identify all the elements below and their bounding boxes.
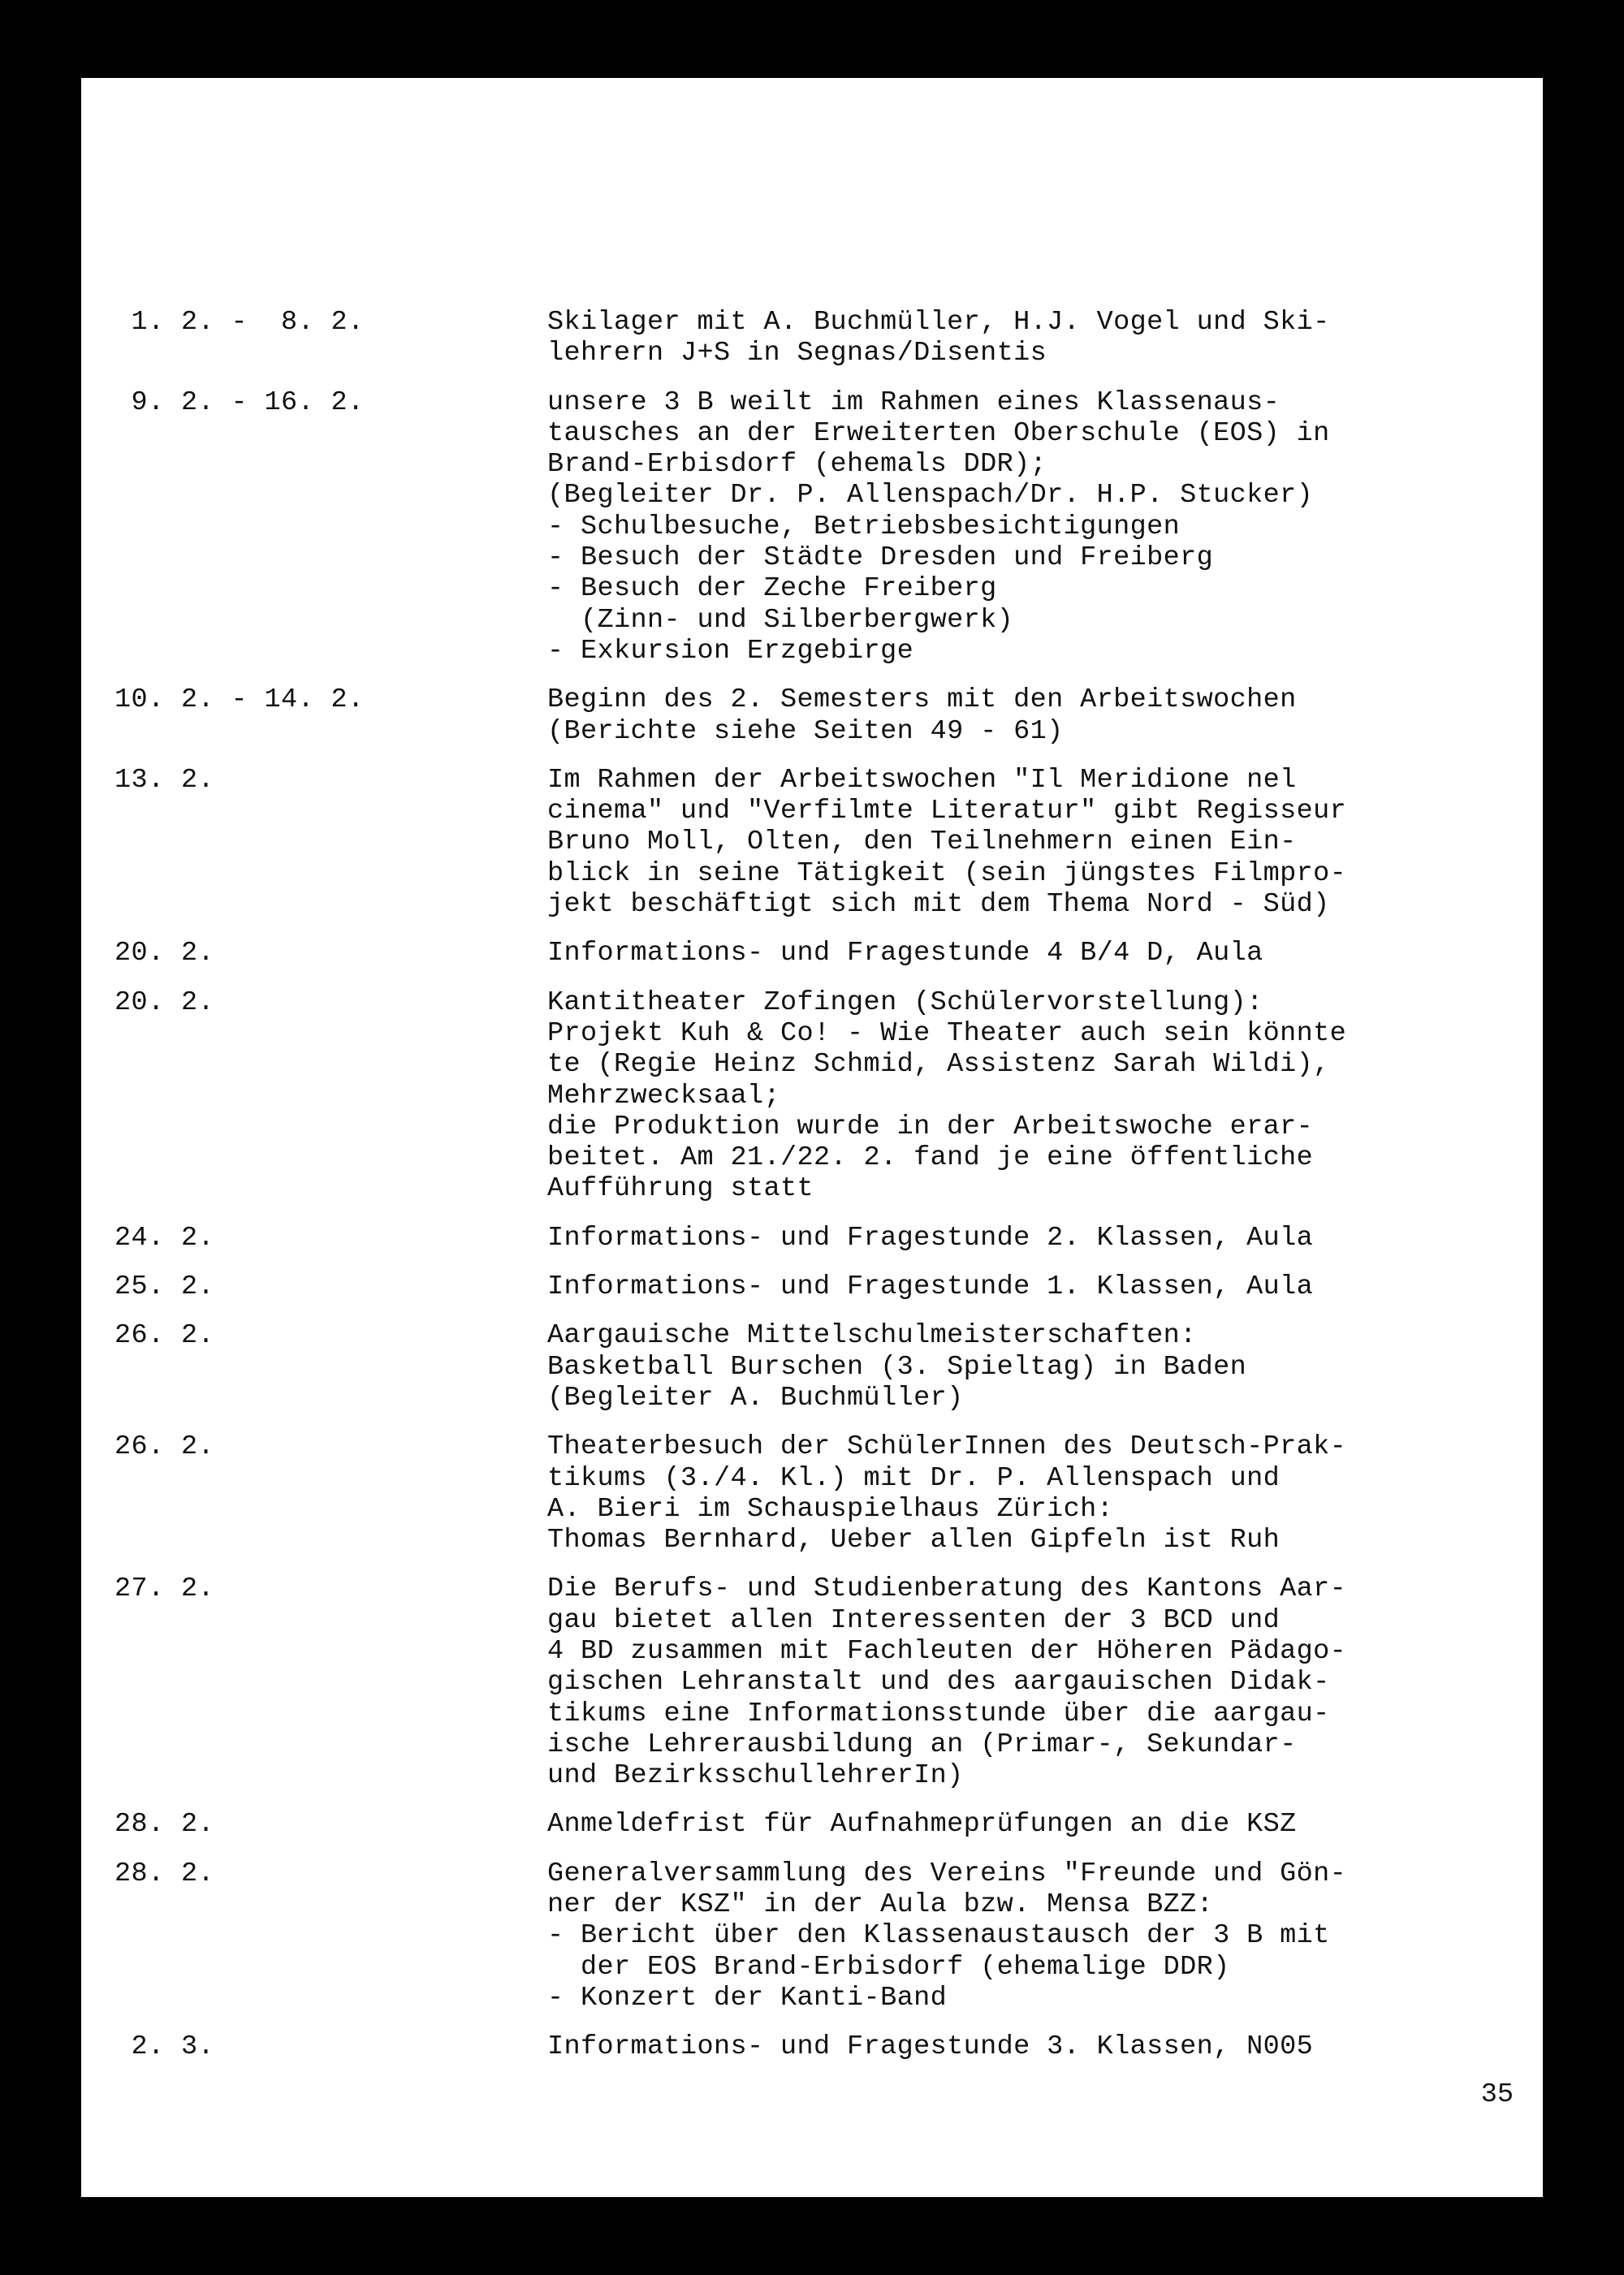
entry-text-line: Thomas Bernhard, Ueber allen Gipfeln ist Ruh [547, 1525, 1281, 1556]
page-number: 35 [1480, 2079, 1514, 2110]
entry-text-line: ische Lehrerausbildung an (Primar-, Sekundar- [547, 1729, 1297, 1760]
entry-text-line: - Schulbesuche, Betriebsbesichtigungen [547, 511, 1181, 542]
entry-date: 27. 2. [81, 1574, 215, 1605]
entry-date: 2. 3. [81, 2031, 215, 2063]
chronicle-entry [81, 1271, 1543, 1302]
entry-text-line: beitet. Am 21./22. 2. fand je eine öffentliche [547, 1142, 1314, 1174]
chronicle-entry [81, 987, 1543, 1205]
entry-text [547, 1858, 1505, 2014]
entry-date: 28. 2. [81, 1809, 215, 1841]
entry-text-line: gau bietet allen Interessenten der 3 BCD und [547, 1604, 1281, 1636]
chronicle-entry [81, 765, 1543, 920]
document-page [81, 78, 1543, 2197]
entry-text-line: der EOS Brand-Erbisdorf (ehemalige DDR) [547, 1951, 1230, 1983]
chronicle-entry [81, 1320, 1543, 1414]
entry-text [547, 1271, 1505, 1302]
entry-text-line: cinema" und "Verfilmte Literatur" gibt Regisseur [547, 796, 1347, 827]
entry-text-line: jekt beschäftigt sich mit dem Thema Nord - Süd) [547, 889, 1330, 921]
entry-text-line: - Besuch der Zeche Freiberg [547, 573, 997, 605]
chronicle-entry [81, 938, 1543, 969]
entry-text-line: - Bericht über den Klassenaustausch der 3 B mit [547, 1920, 1330, 1952]
chronicle-entry [81, 1574, 1543, 1791]
entry-text [547, 987, 1505, 1205]
entry-text-line: Basketball Burschen (3. Spieltag) in Baden [547, 1351, 1247, 1383]
entry-date: 10. 2. - 14. 2. [81, 684, 365, 716]
entry-text [547, 1574, 1505, 1791]
entry-text-line: tausches an der Erweiterten Oberschule (EOS) in [547, 417, 1330, 449]
entry-text-line: Generalversammlung des Vereins "Freunde und Gön- [547, 1858, 1347, 1889]
entry-text-line: ner der KSZ" in der Aula bzw. Mensa BZZ: [547, 1889, 1214, 1921]
entry-text-line: Mehrzwecksaal; [547, 1080, 781, 1112]
entry-date: 1. 2. - 8. 2. [81, 307, 365, 338]
entry-date: 24. 2. [81, 1222, 215, 1254]
entry-text [547, 387, 1505, 667]
entry-text [547, 1809, 1505, 1840]
entry-text-line: (Begleiter A. Buchmüller) [547, 1382, 964, 1414]
entry-text-line: Beginn des 2. Semesters mit den Arbeitswochen [547, 684, 1297, 716]
chronicle-entry [81, 1809, 1543, 1840]
entry-text [547, 684, 1505, 747]
entry-date: 13. 2. [81, 764, 215, 796]
entry-text-line: Skilager mit A. Buchmüller, H.J. Vogel und Ski- [547, 307, 1330, 338]
entry-date: 28. 2. [81, 1858, 215, 1889]
entry-text [547, 1431, 1505, 1556]
entry-text-line: (Zinn- und Silberbergwerk) [547, 604, 1014, 636]
entry-text-line: - Konzert der Kanti-Band [547, 1982, 948, 2014]
entry-text-line: Informations- und Fragestunde 3. Klassen, N005 [547, 2031, 1314, 2063]
entry-text-line: und BezirksschullehrerIn) [547, 1760, 964, 1792]
entry-text-line: (Berichte siehe Seiten 49 - 61) [547, 715, 1064, 747]
entry-text-line: Informations- und Fragestunde 4 B/4 D, Aula [547, 938, 1263, 969]
entry-text [547, 1223, 1505, 1254]
entry-text-line: Brand-Erbisdorf (ehemals DDR); [547, 449, 1047, 481]
entry-text-line: A. Bieri im Schauspielhaus Zürich: [547, 1493, 1114, 1525]
entry-date: 25. 2. [81, 1271, 215, 1303]
entry-text-line: Im Rahmen der Arbeitswochen "Il Meridione nel [547, 764, 1297, 796]
entry-text-line: Kantitheater Zofingen (Schülervorstellung): [547, 986, 1263, 1018]
entry-date: 20. 2. [81, 986, 215, 1018]
chronicle-entry [81, 1223, 1543, 1254]
entry-text-line: - Exkursion Erzgebirge [547, 635, 914, 667]
entry-date: 26. 2. [81, 1320, 215, 1352]
chronicle-entry [81, 387, 1543, 667]
entry-text-line: Anmeldefrist für Aufnahmeprüfungen an die KSZ [547, 1809, 1297, 1841]
chronicle-entry [81, 307, 1543, 369]
entry-text-line: tikums (3./4. Kl.) mit Dr. P. Allenspach und [547, 1462, 1281, 1494]
entry-text-line: lehrern J+S in Segnas/Disentis [547, 338, 1047, 369]
entry-text-line: die Produktion wurde in der Arbeitswoche erar- [547, 1111, 1314, 1142]
entry-text [547, 2031, 1505, 2062]
entry-text-line: gischen Lehranstalt und des aargauischen Didak- [547, 1667, 1330, 1699]
entry-text [547, 938, 1505, 969]
entry-text-line: Theaterbesuch der SchülerInnen des Deutsch-Prak- [547, 1431, 1347, 1463]
entry-text-line: Informations- und Fragestunde 1. Klassen, Aula [547, 1271, 1314, 1303]
entry-date: 20. 2. [81, 938, 215, 969]
entry-text-line: Bruno Moll, Olten, den Teilnehmern einen Ein- [547, 827, 1297, 858]
entry-date: 26. 2. [81, 1431, 215, 1463]
entry-text-line: Aufführung statt [547, 1173, 814, 1205]
entry-text-line: Die Berufs- und Studienberatung des Kantons Aar- [547, 1574, 1347, 1605]
entry-text [547, 765, 1505, 920]
entry-text-line: Aargauische Mittelschulmeisterschaften: [547, 1320, 1197, 1352]
chronicle-entry [81, 2031, 1543, 2062]
entry-text-line: blick in seine Tätigkeit (sein jüngstes Filmpro- [547, 857, 1347, 889]
entry-text-line: Informations- und Fragestunde 2. Klassen, Aula [547, 1222, 1314, 1254]
entry-text-line: tikums eine Informationsstunde über die aargau- [547, 1698, 1330, 1729]
chronicle-entries [81, 307, 1543, 2081]
entry-text-line: (Begleiter Dr. P. Allenspach/Dr. H.P. Stucker) [547, 480, 1314, 512]
entry-text-line: 4 BD zusammen mit Fachleuten der Höheren Pädago- [547, 1635, 1347, 1667]
entry-text-line: unsere 3 B weilt im Rahmen eines Klassenaus- [547, 386, 1281, 418]
entry-date: 9. 2. - 16. 2. [81, 386, 365, 418]
entry-text-line: - Besuch der Städte Dresden und Freiberg [547, 542, 1214, 574]
chronicle-entry [81, 1858, 1543, 2014]
entry-text-line: te (Regie Heinz Schmid, Assistenz Sarah Wildi), [547, 1049, 1330, 1081]
entry-text [547, 307, 1505, 369]
chronicle-entry [81, 684, 1543, 747]
entry-text [547, 1320, 1505, 1414]
chronicle-entry [81, 1431, 1543, 1556]
entry-text-line: Projekt Kuh & Co! - Wie Theater auch sein könnte [547, 1017, 1347, 1049]
